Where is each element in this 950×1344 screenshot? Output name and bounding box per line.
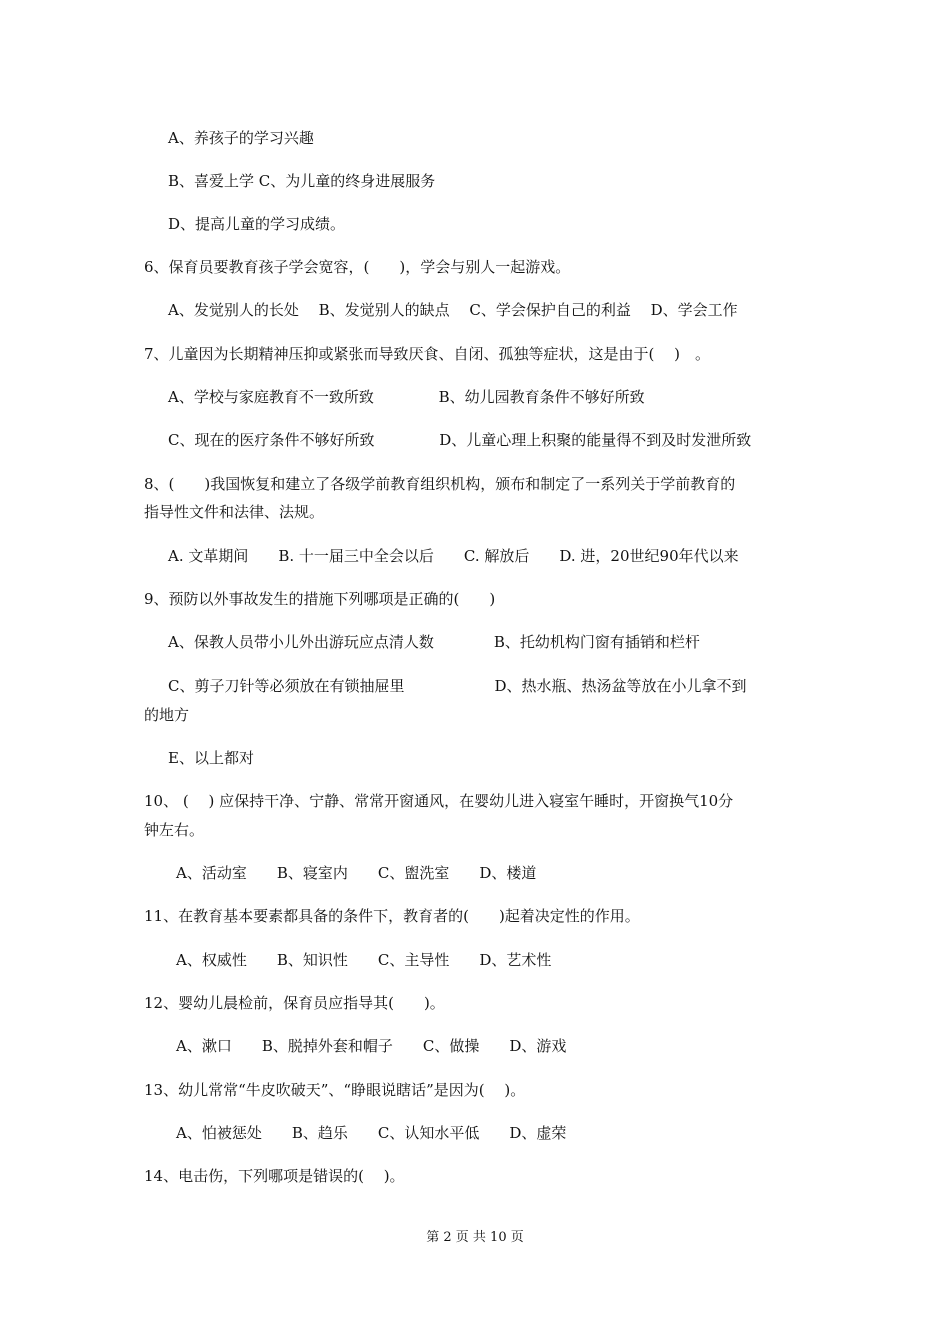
q11-options: A、权威性 B、知识性 C、主导性 D、艺术性	[176, 951, 552, 969]
question-8: 8、( )我国恢复和建立了各级学前教育组织机构，颁布和制定了一系列关于学前教育的	[144, 475, 736, 493]
q7-options-ab: A、学校与家庭教育不一致所致 B、幼儿园教育条件不够好所致	[168, 388, 645, 406]
question-11: 11、在教育基本要素都具备的条件下，教育者的( )起着决定性的作用。	[144, 907, 640, 925]
q5-option-d: D、提高儿童的学习成绩。	[168, 215, 346, 233]
question-8-continued: 指导性文件和法律、法规。	[144, 503, 325, 521]
question-10-continued: 钟左右。	[144, 821, 205, 839]
question-14: 14、电击伤，下列哪项是错误的( )。	[144, 1167, 405, 1185]
question-10: 10、 ( ) 应保持干净、宁静、常常开窗通风，在婴幼儿进入寝室午睡时，开窗换气10分	[144, 792, 734, 810]
q9-options-ab: A、保教人员带小儿外出游玩应点清人数 B、托幼机构门窗有插销和栏杆	[168, 633, 700, 651]
q6-options: A、发觉别人的长处 B、发觉别人的缺点 C、学会保护自己的利益 D、学会工作	[168, 301, 738, 319]
q9-options-cd: C、剪子刀针等必须放在有锁抽屉里 D、热水瓶、热汤盆等放在小儿拿不到	[168, 677, 747, 695]
q5-option-a: A、养孩子的学习兴趣	[168, 129, 314, 147]
question-6: 6、保育员要教育孩子学会宽容，( )，学会与别人一起游戏。	[144, 258, 571, 276]
q12-options: A、漱口 B、脱掉外套和帽子 C、做操 D、游戏	[176, 1037, 567, 1055]
question-7: 7、儿童因为长期精神压抑或紧张而导致厌食、自闭、孤独等症状，这是由于( ) 。	[144, 345, 711, 363]
q13-options: A、怕被惩处 B、趋乐 C、认知水平低 D、虚荣	[176, 1124, 567, 1142]
page-footer: 第 2 页 共 10 页	[426, 1230, 524, 1245]
q9-option-e: E、以上都对	[168, 749, 254, 767]
question-12: 12、婴幼儿晨检前，保育员应指导其( )。	[144, 994, 445, 1012]
question-9: 9、预防以外事故发生的措施下列哪项是正确的( )	[144, 590, 496, 608]
q10-options: A、活动室 B、寝室内 C、盥洗室 D、楼道	[176, 864, 537, 882]
q8-options: A. 文革期间 B. 十一届三中全会以后 C. 解放后 D. 进，20世纪90年代以来	[168, 547, 739, 565]
question-13: 13、幼儿常常“牛皮吹破天”、“睁眼说瞎话”是因为( )。	[144, 1081, 526, 1099]
q7-options-cd: C、现在的医疗条件不够好所致 D、儿童心理上积聚的能量得不到及时发泄所致	[168, 431, 752, 449]
q9-option-d-continued: 的地方	[144, 706, 190, 724]
q5-option-b-c: B、喜爱上学 C、为儿童的终身进展服务	[168, 172, 436, 190]
